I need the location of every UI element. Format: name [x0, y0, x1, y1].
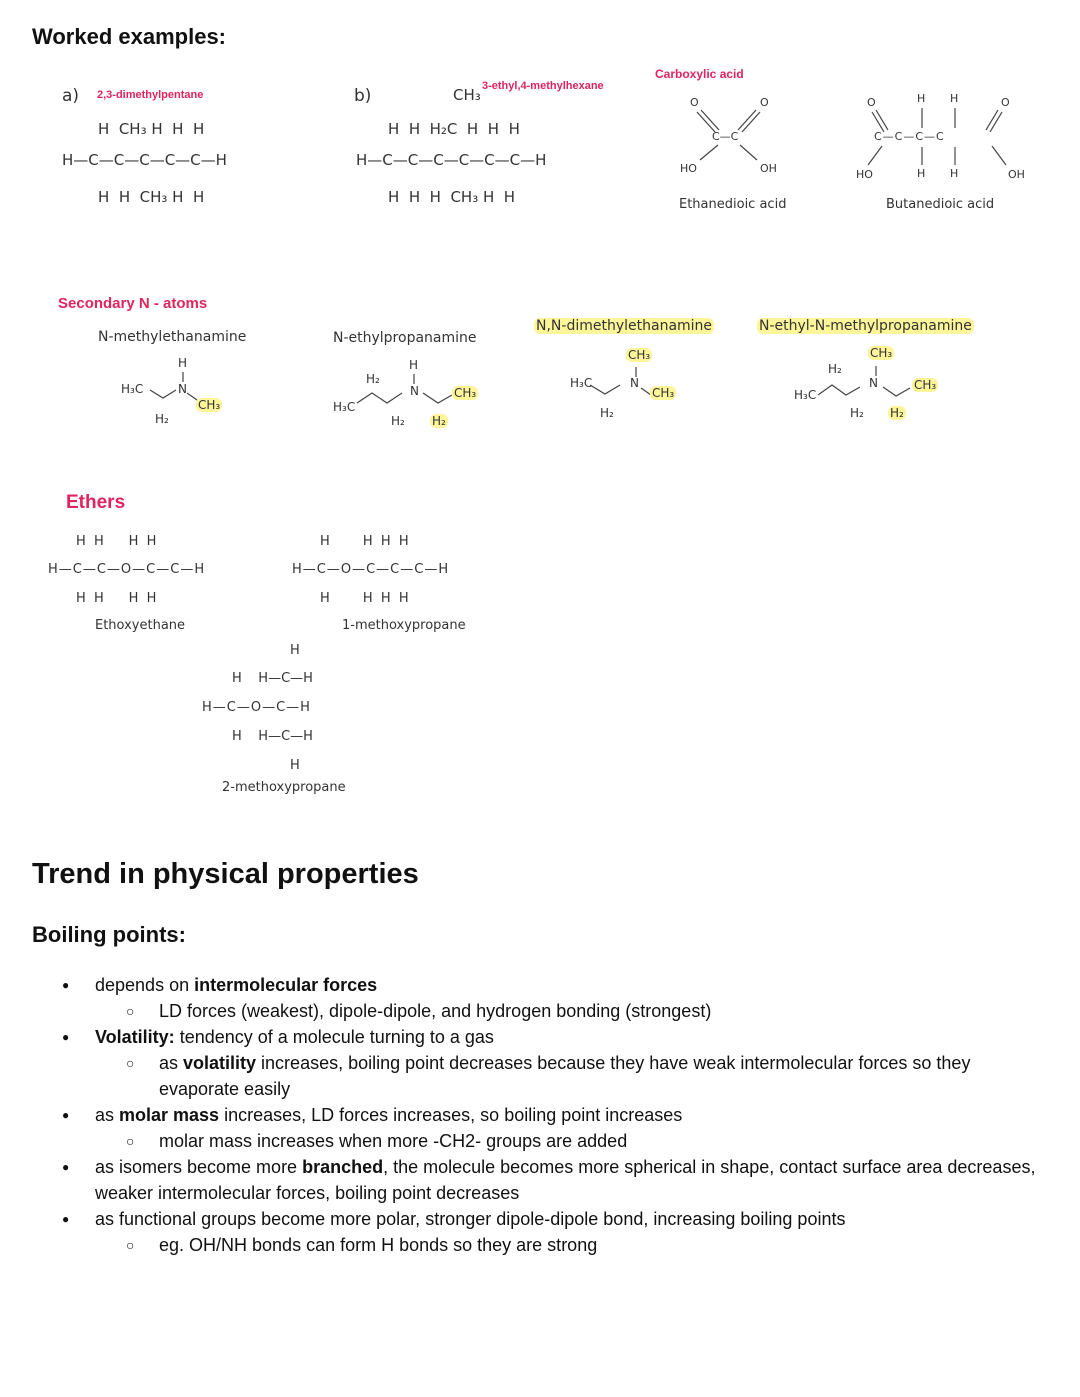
- bullet-intermolecular: [0, 972, 1080, 998]
- b4-pre: as isomers become more: [95, 1157, 303, 1177]
- nep-ch3: CH₃: [454, 386, 477, 400]
- butanedioic-h-top-2: H: [950, 92, 959, 105]
- nep-h-top: H: [409, 358, 419, 372]
- b2-rest: tendency of a molecule turning to a gas: [174, 1027, 494, 1047]
- ethanedioic-ho: HO: [680, 162, 697, 175]
- b2-sub-rest: increases, boiling point decreases because they have weak intermolecular forces so they evaporate easily: [159, 1053, 971, 1099]
- example-b-bottom-row: H H H CH₃ H H: [388, 188, 516, 206]
- nnd-ch3-top: CH₃: [628, 348, 651, 362]
- sub-bullet-forces: ○ LD forces (weakest), dipole-dipole, and hydrogen bonding (strongest): [0, 998, 1080, 1024]
- nn-dimethylethanamine-label: [534, 318, 714, 334]
- ethanedioic-cc: C—C: [712, 130, 739, 143]
- b2-bold: Volatility:: [95, 1027, 175, 1047]
- b4-bold: branched: [302, 1157, 384, 1177]
- nnd-n: N: [630, 376, 639, 390]
- b3-bold: molar mass: [119, 1105, 220, 1125]
- ethoxyethane-bottom: H H H H: [76, 591, 157, 606]
- nenm-n: N: [869, 376, 878, 390]
- bullet-volatility: [0, 1024, 1080, 1050]
- nenm-h2-bottom-1: H₂: [850, 406, 864, 420]
- b1-pre: depends on: [95, 975, 195, 995]
- ethers-heading: Ethers: [66, 492, 126, 513]
- n-methylethanamine-label: N-methylethanamine: [98, 329, 247, 345]
- butanedioic-h-top-1: H: [917, 92, 926, 105]
- example-a-top-row: H CH₃ H H H: [98, 120, 205, 138]
- ethanedioic-o-left: O: [690, 96, 699, 109]
- nep-n: N: [410, 384, 419, 398]
- methoxypropane-main: H—C—O—C—C—C—H: [292, 562, 450, 577]
- methoxypropane2-r3: H—C—O—C—H: [202, 700, 311, 715]
- nenm-ch3-right: CH₃: [914, 378, 937, 392]
- sub-bullet-molar-mass: ○ molar mass increases when more -CH2- groups are added: [0, 1128, 1080, 1154]
- methoxypropane-label: 1-methoxypropane: [342, 618, 466, 633]
- bullet-polar: ● as functional groups become more polar, stronger dipole-dipole bond, increasing boiling points: [0, 1206, 1080, 1232]
- n-ethylpropanamine-label: N-ethylpropanamine: [333, 330, 477, 346]
- nme-n: N: [178, 382, 187, 396]
- methoxypropane2-r5: H: [290, 758, 300, 773]
- example-b-main-chain: H—C—C—C—C—C—C—H: [356, 151, 547, 169]
- nenm-h3c: H₃C: [794, 388, 817, 402]
- ethoxyethane-main: H—C—C—O—C—C—H: [48, 562, 206, 577]
- example-a-bottom-row: H H CH₃ H H: [98, 188, 205, 206]
- b4-rest: , the molecule becomes more spherical in shape, contact surface area decreases, weaker intermolecular forces, boiling point decreases: [95, 1157, 1036, 1203]
- nnd-h2: H₂: [600, 406, 614, 420]
- example-a-letter: a): [62, 86, 80, 106]
- nme-h-top: H: [178, 356, 188, 370]
- nep-h2-bottom-2: H₂: [432, 414, 446, 428]
- nep-h3c: H₃C: [333, 400, 356, 414]
- nenm-ch3-top: CH₃: [870, 346, 893, 360]
- b2-sub-pre: as: [159, 1053, 184, 1073]
- example-b-name: 3-ethyl,4-methylhexane: [482, 80, 604, 92]
- butanedioic-o-right: O: [1001, 96, 1010, 109]
- sub-bullet-h-bonds: ○ eg. OH/NH bonds can form H bonds so they are strong: [0, 1232, 1080, 1258]
- example-a-name: 2,3-dimethylpentane: [97, 89, 204, 101]
- ethanedioic-label: Ethanedioic acid: [679, 197, 787, 212]
- ethanedioic-o-right: O: [760, 96, 769, 109]
- example-a-main-chain: H—C—C—C—C—C—H: [62, 151, 227, 169]
- ethanedioic-oh: OH: [760, 162, 777, 175]
- example-b-top-row: H H H₂C H H H: [388, 120, 520, 138]
- carboxylic-acid-heading: Carboxylic acid: [655, 67, 744, 81]
- b1-bold: intermolecular forces: [194, 975, 378, 995]
- butanedioic-h-bottom-1: H: [917, 167, 926, 180]
- nenm-h2-bottom-2: H₂: [890, 406, 904, 420]
- nnd-h3c: H₃C: [570, 376, 593, 390]
- methoxypropane2-r2: H H—C—H: [232, 671, 313, 686]
- methoxypropane2-r4: H H—C—H: [232, 729, 313, 744]
- nme-h2: H₂: [155, 412, 169, 426]
- nep-h2-bottom-1: H₂: [391, 414, 405, 428]
- methoxypropane-bottom: H H H H: [320, 591, 409, 606]
- butanedioic-ho: HO: [856, 168, 873, 181]
- methoxypropane-top: H H H H: [320, 534, 409, 549]
- methoxypropane2-label: 2-methoxypropane: [222, 780, 346, 795]
- boiling-points-heading: Boiling points:: [32, 922, 186, 947]
- nenm-h2-top: H₂: [828, 362, 842, 376]
- butanedioic-o-left: O: [867, 96, 876, 109]
- methoxypropane2-r1: H: [290, 643, 300, 658]
- nn-dimethylethanamine-text: N,N-dimethylethanamine: [536, 318, 713, 334]
- example-b-letter: b): [354, 86, 372, 106]
- worked-examples-heading: Worked examples:: [32, 24, 227, 49]
- b3-pre: as: [95, 1105, 120, 1125]
- trend-heading: Trend in physical properties: [32, 858, 419, 890]
- bullet-branched: [0, 1154, 1080, 1206]
- butanedioic-label: Butanedioic acid: [886, 197, 995, 212]
- n-ethyl-n-methylpropanamine-label: [757, 318, 974, 334]
- sub-bullet-volatility: [0, 1050, 1080, 1102]
- nep-h2-top: H₂: [366, 372, 380, 386]
- b3-rest: increases, LD forces increases, so boiling point increases: [219, 1105, 683, 1125]
- nme-ch3: CH₃: [198, 398, 221, 412]
- b2-sub-bold: volatility: [183, 1053, 257, 1073]
- example-b-top-ch3: CH₃: [453, 86, 481, 104]
- secondary-n-heading: Secondary N - atoms: [58, 295, 208, 312]
- bullet-molar-mass: [0, 1102, 1080, 1128]
- ethoxyethane-label: Ethoxyethane: [95, 618, 186, 633]
- boiling-points-notes: [0, 972, 1080, 1258]
- nenm-text: N-ethyl-N-methylpropanamine: [759, 318, 972, 334]
- ethoxyethane-top: H H H H: [76, 534, 157, 549]
- nme-h3c: H₃C: [121, 382, 144, 396]
- butanedioic-h-bottom-2: H: [950, 167, 959, 180]
- butanedioic-oh: OH: [1008, 168, 1025, 181]
- nnd-ch3-right: CH₃: [652, 386, 675, 400]
- butanedioic-chain: C—C—C—C: [874, 130, 945, 143]
